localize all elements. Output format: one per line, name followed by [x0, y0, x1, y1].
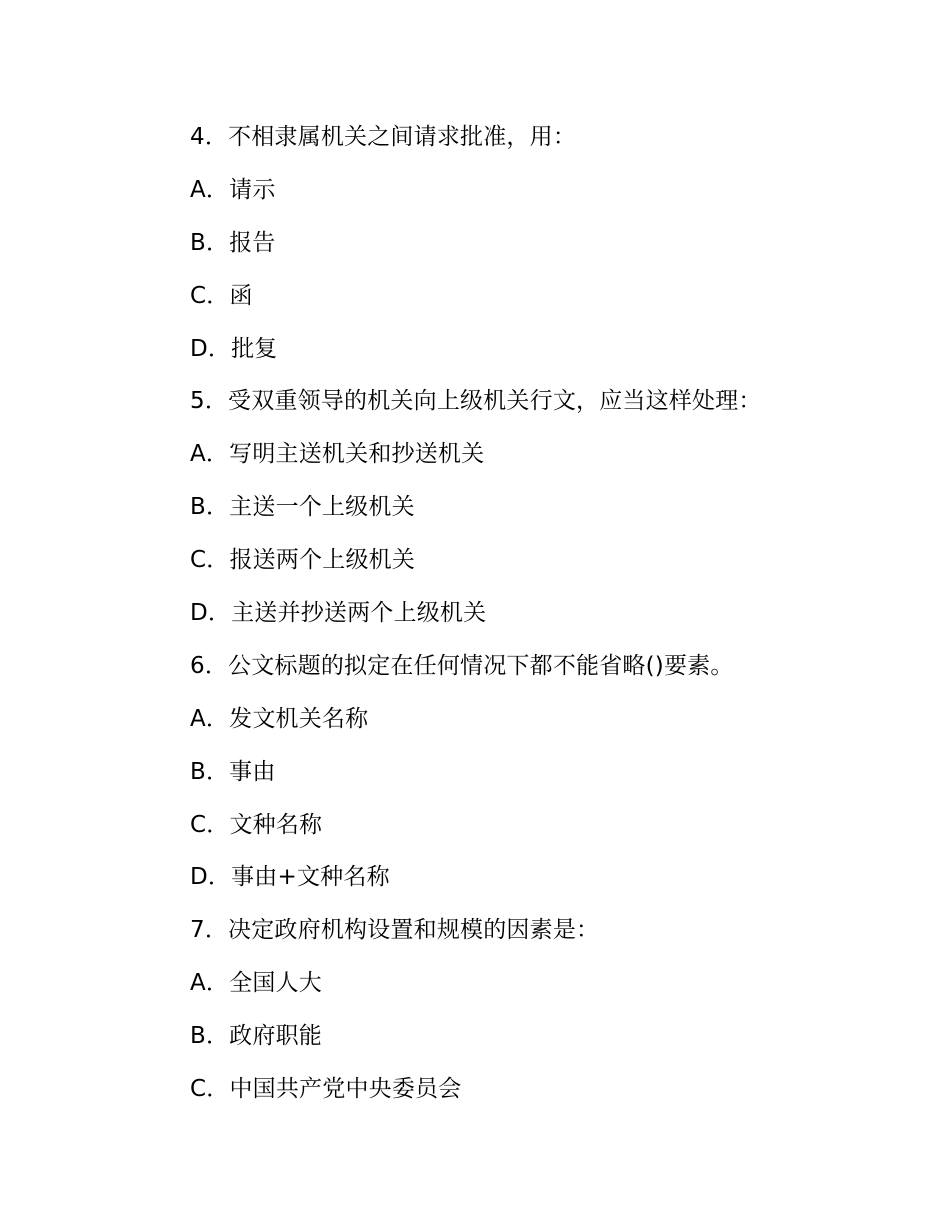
- question-6-option-b: B．事由: [190, 758, 276, 785]
- question-5-option-a: A．写明主送机关和抄送机关: [190, 441, 485, 468]
- question-4-option-b: B．报告: [190, 229, 276, 256]
- question-7-option-a: A．全国人大: [190, 970, 322, 997]
- question-7-option-c: C．中国共产党中央委员会: [190, 1076, 462, 1103]
- question-4-option-d: D．批复: [190, 335, 278, 362]
- question-6-option-c: C．文种名称: [190, 811, 323, 838]
- question-list: [190, 119, 910, 1124]
- question-5-option-d: D．主送并抄送两个上级机关: [190, 600, 487, 627]
- question-5-option-b: B．主送一个上级机关: [190, 494, 415, 521]
- question-7-stem: 7．决定政府机构设置和规模的因素是：: [190, 917, 600, 944]
- question-4-stem: 4．不相隶属机关之间请求批准，用：: [190, 124, 577, 150]
- question-4-option-a: A．请示: [190, 176, 276, 203]
- question-4-option-c: C．函: [190, 282, 253, 309]
- question-6-option-d: D．事由+文种名称: [190, 864, 390, 891]
- question-6-option-a: A．发文机关名称: [190, 705, 369, 732]
- question-6-stem: 6．公文标题的拟定在任何情况下都不能省略()要素。: [190, 652, 734, 679]
- question-7-option-b: B．政府职能: [190, 1023, 322, 1050]
- question-5-option-c: C．报送两个上级机关: [190, 547, 416, 574]
- question-5-stem: 5．受双重领导的机关向上级机关行文，应当这样处理：: [190, 388, 762, 415]
